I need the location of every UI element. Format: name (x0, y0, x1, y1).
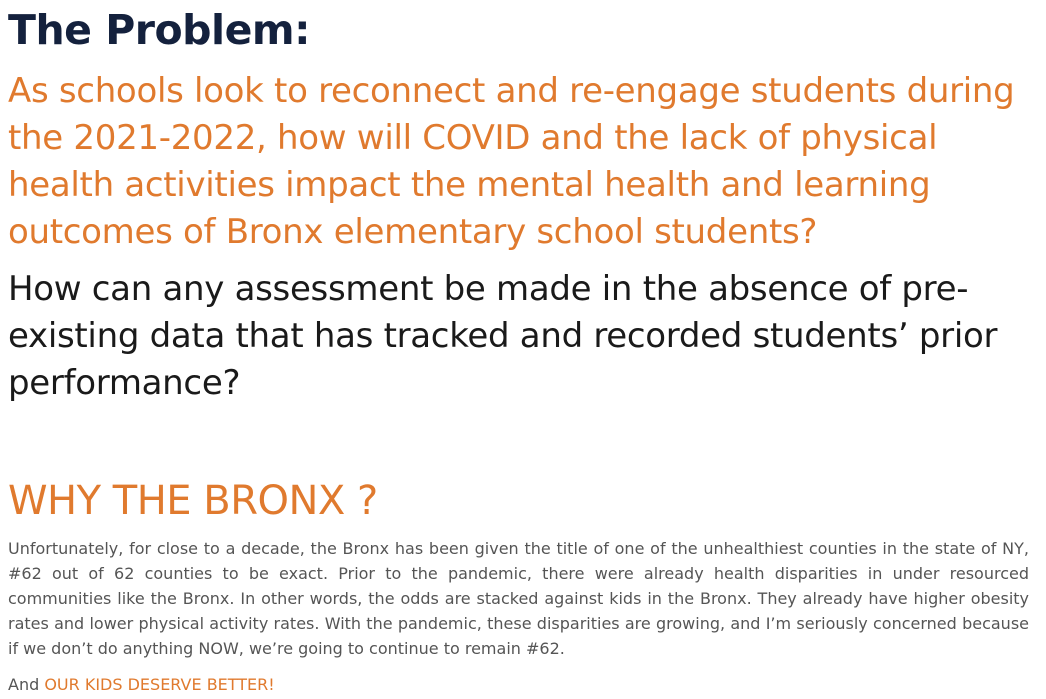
why-bronx-body: Unfortunately, for close to a decade, the Bronx has been given the title of one of the unhealthiest counties in the state of NY, #62 out of 62 counties to be exact. Prior to the pandemic, there were already health disparities in under resourced communities like the Bronx. In other words, the odds are stacked against kids in the Bronx. They already have higher obesity rates and lower physical activity rates. With the pandemic, these disparities are growing, and I’m seriously concerned because if we don’t do anything NOW, we’re going to continue to remain #62. (8, 539, 1029, 658)
closing-line (8, 672, 275, 697)
why-bronx-heading: WHY THE BRONX ? (8, 478, 378, 524)
problem-heading: The Problem: (8, 6, 311, 54)
closing-prefix: And (8, 675, 45, 694)
problem-question-primary: As schools look to reconnect and re-engage students during the 2021-2022, how will COVID and the lack of physical health activities impact the mental health and learning outcomes of Bronx elementary school students? (8, 71, 1015, 252)
closing-highlight: OUR KIDS DESERVE BETTER! (44, 675, 275, 694)
problem-question-secondary: How can any assessment be made in the absence of pre-existing data that has tracked and recorded students’ prior performance? (8, 269, 998, 403)
